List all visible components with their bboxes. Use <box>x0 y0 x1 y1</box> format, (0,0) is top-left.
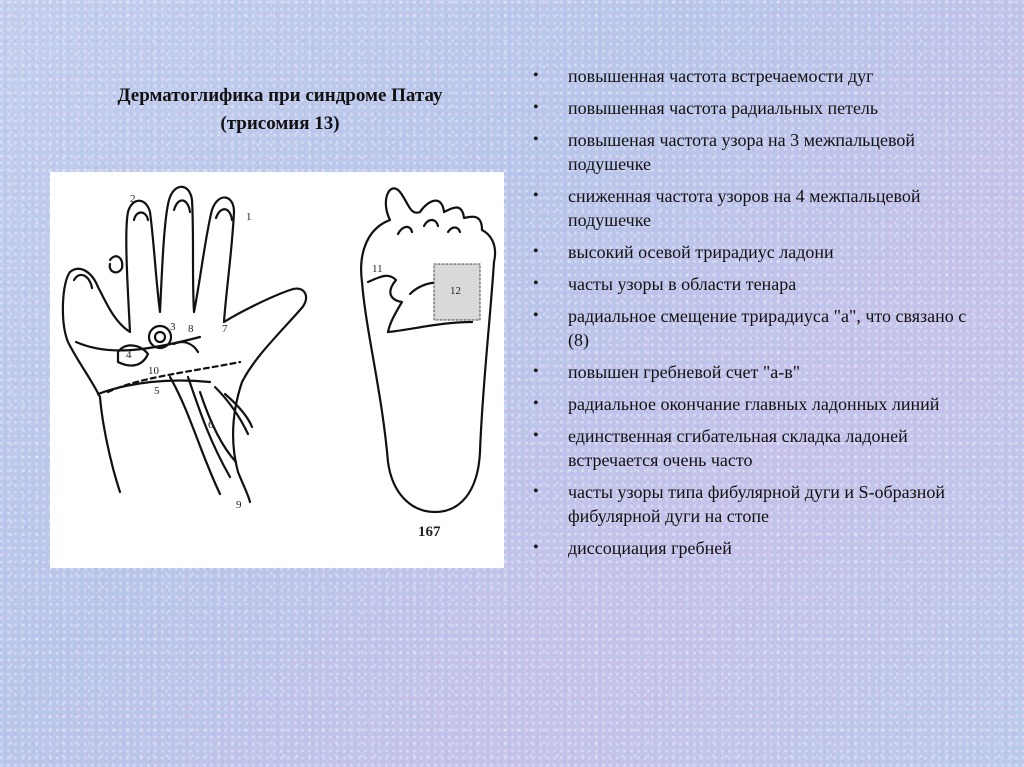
bullet-icon: • <box>533 99 539 116</box>
slide-title <box>60 82 500 138</box>
bullet-icon: • <box>533 539 539 556</box>
list-item-text: высокий осевой трирадиус ладони <box>568 242 834 262</box>
bullet-icon: • <box>533 307 539 324</box>
list-item-text: радиальное смещение трирадиуса "а", что связано с (8) <box>568 306 967 350</box>
list-item <box>530 304 980 352</box>
list-item <box>530 96 980 120</box>
list-item <box>530 64 980 88</box>
list-item-text: повышеная частота узора на 3 межпальцевой подушечке <box>568 130 916 174</box>
bullet-icon: • <box>533 67 539 84</box>
list-item <box>530 424 980 472</box>
label-11: 11 <box>372 263 383 275</box>
list-item-text: часты узоры типа фибулярной дуги и S-образной фибулярной дуги на стопе <box>568 482 946 526</box>
label-1: 1 <box>246 211 252 223</box>
list-item-text: повышенная частота радиальных петель <box>568 98 879 118</box>
list-item-text: диссоциация гребней <box>568 538 732 558</box>
label-3: 3 <box>170 321 176 333</box>
list-item <box>530 480 980 528</box>
slide-title-line1: Дерматоглифика при синдроме Патау <box>117 85 443 106</box>
label-9: 9 <box>236 499 242 511</box>
list-item-text: повышенная частота встречаемости дуг <box>568 66 874 86</box>
hand-foot-drawing <box>50 172 504 568</box>
list-item <box>530 272 980 296</box>
hand-foot-figure <box>50 172 504 568</box>
findings-list <box>530 64 980 568</box>
list-item <box>530 128 980 176</box>
label-8: 8 <box>188 323 194 335</box>
list-item <box>530 536 980 560</box>
label-7: 7 <box>222 323 228 335</box>
bullet-icon: • <box>533 395 539 412</box>
bullet-icon: • <box>533 131 539 148</box>
list-item <box>530 240 980 264</box>
foot-outline <box>361 188 495 512</box>
bullet-icon: • <box>533 483 539 500</box>
list-item-text: часты узоры в области тенара <box>568 274 797 294</box>
list-item <box>530 360 980 384</box>
label-10: 10 <box>148 365 159 377</box>
bullet-icon: • <box>533 363 539 380</box>
list-item-text: повышен гребневой счет "а-в" <box>568 362 801 382</box>
label-4: 4 <box>126 349 132 361</box>
bullet-icon: • <box>533 187 539 204</box>
figure-number: 167 <box>418 524 441 540</box>
list-item-text: единственная сгибательная складка ладоней встречается очень часто <box>568 426 908 470</box>
hand-outline <box>63 187 306 502</box>
label-2: 2 <box>130 193 136 205</box>
label-12: 12 <box>450 285 461 297</box>
list-item <box>530 392 980 416</box>
label-6: 6 <box>208 419 214 431</box>
bullet-icon: • <box>533 427 539 444</box>
bullet-icon: • <box>533 243 539 260</box>
bullet-icon: • <box>533 275 539 292</box>
label-5: 5 <box>154 385 160 397</box>
slide-title-line2: (трисомия 13) <box>220 113 340 134</box>
list-item-text: радиальное окончание главных ладонных линий <box>568 394 940 414</box>
list-item-text: сниженная частота узоров на 4 межпальцевой подушечке <box>568 186 921 230</box>
list-item <box>530 184 980 232</box>
